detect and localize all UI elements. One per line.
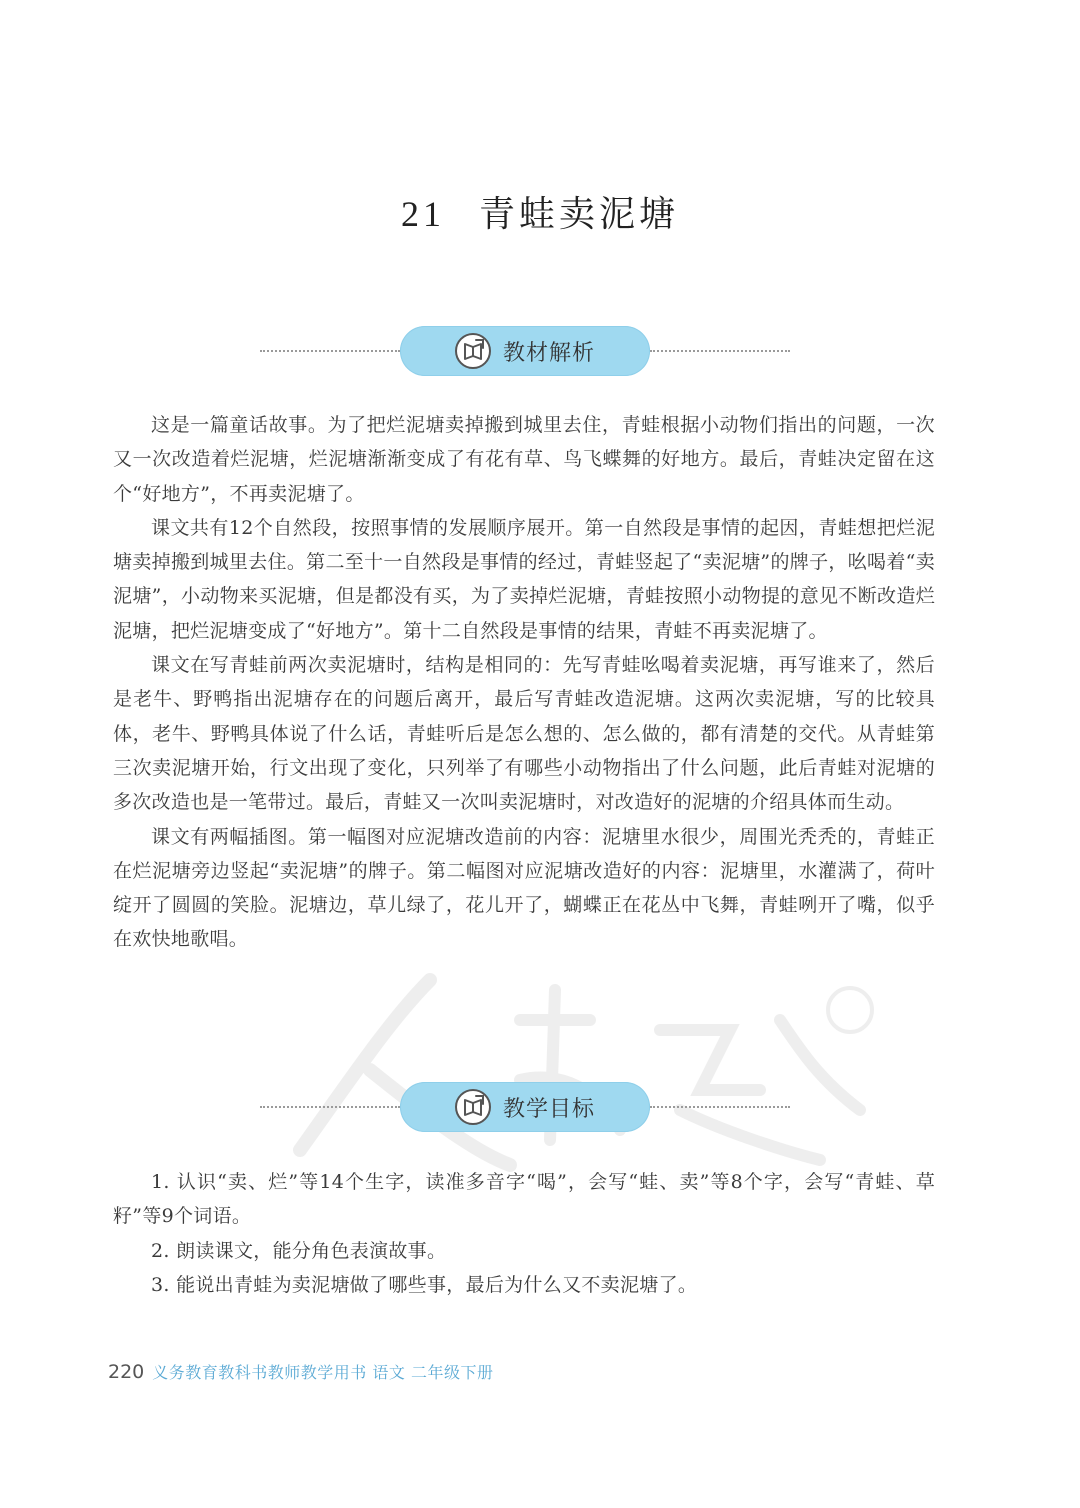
section-heading: 教材解析 bbox=[503, 341, 596, 366]
page-footer bbox=[108, 1360, 493, 1383]
paragraph: 这是一篇童话故事。为了把烂泥塘卖掉搬到城里去住，青蛙根据小动物们指出的问题，一次又一次改造着烂泥塘，烂泥塘渐渐变成了有花有草、鸟飞蝶舞的好地方。最后，青蛙决定留在这个“好地方”，不再卖泥塘了。 bbox=[113, 414, 935, 505]
objective-item: 3. 能说出青蛙为卖泥塘做了哪些事，最后为什么又不卖泥塘了。 bbox=[151, 1273, 698, 1296]
objectives-body bbox=[113, 1165, 935, 1302]
analysis-body bbox=[113, 408, 935, 957]
dotted-rule-left bbox=[260, 1106, 400, 1108]
publisher-watermark bbox=[260, 960, 900, 1180]
objective-item: 1. 认识“卖、烂”等14个生字，读准多音字“喝”，会写“蛙、卖”等8个字，会写“青蛙、草籽”等9个词语。 bbox=[113, 1171, 935, 1228]
section-pill bbox=[400, 1082, 650, 1132]
section-heading: 教学目标 bbox=[503, 1097, 596, 1122]
paragraph: 课文共有12个自然段，按照事情的发展顺序展开。第一自然段是事情的起因，青蛙想把烂泥塘卖掉搬到城里去住。第二至十一自然段是事情的经过，青蛙竖起了“卖泥塘”的牌子，吆喝着“卖泥塘”，小动物来买泥塘，但是都没有买，为了卖掉烂泥塘，青蛙按照小动物提的意见不断改造烂泥塘，把烂泥塘变成了“好地方”。第十二自然段是事情的结果，青蛙不再卖泥塘了。 bbox=[113, 516, 935, 642]
section-pill bbox=[400, 326, 650, 376]
lesson-number: 21 bbox=[400, 194, 445, 234]
lesson-title bbox=[0, 186, 1080, 237]
book-title: 义务教育教科书教师教学用书 语文 二年级下册 bbox=[152, 1363, 494, 1382]
dotted-rule-left bbox=[260, 350, 400, 352]
paragraph: 课文有两幅插图。第一幅图对应泥塘改造前的内容：泥塘里水很少，周围光秃秃的，青蛙正在烂泥塘旁边竖起“卖泥塘”的牌子。第二幅图对应泥塘改造好的内容：泥塘里，水灌满了，荷叶绽开了圆圆的笑脸。泥塘边，草儿绿了，花儿开了，蝴蝶正在花丛中飞舞，青蛙咧开了嘴，似乎在欢快地歌唱。 bbox=[113, 825, 935, 951]
page-number: 220 bbox=[108, 1361, 145, 1383]
section-header-objectives bbox=[260, 1082, 790, 1132]
book-badge-icon bbox=[454, 1088, 492, 1126]
dotted-rule-right bbox=[650, 350, 790, 352]
objective-item: 2. 朗读课文，能分角色表演故事。 bbox=[151, 1239, 447, 1262]
book-badge-icon bbox=[454, 332, 492, 370]
section-header-analysis bbox=[260, 326, 790, 376]
paragraph: 课文在写青蛙前两次卖泥塘时，结构是相同的：先写青蛙吆喝着卖泥塘，再写谁来了，然后是老牛、野鸭指出泥塘存在的问题后离开，最后写青蛙改造泥塘。这两次卖泥塘，写的比较具体，老牛、野鸭具体说了什么话，青蛙听后是怎么想的、怎么做的，都有清楚的交代。从青蛙第三次卖泥塘开始，行文出现了变化，只列举了有哪些小动物指出了什么问题，此后青蛙对泥塘的多次改造也是一笔带过。最后，青蛙又一次叫卖泥塘时，对改造好的泥塘的介绍具体而生动。 bbox=[113, 654, 935, 814]
dotted-rule-right bbox=[650, 1106, 790, 1108]
lesson-name: 青蛙卖泥塘 bbox=[478, 194, 679, 235]
